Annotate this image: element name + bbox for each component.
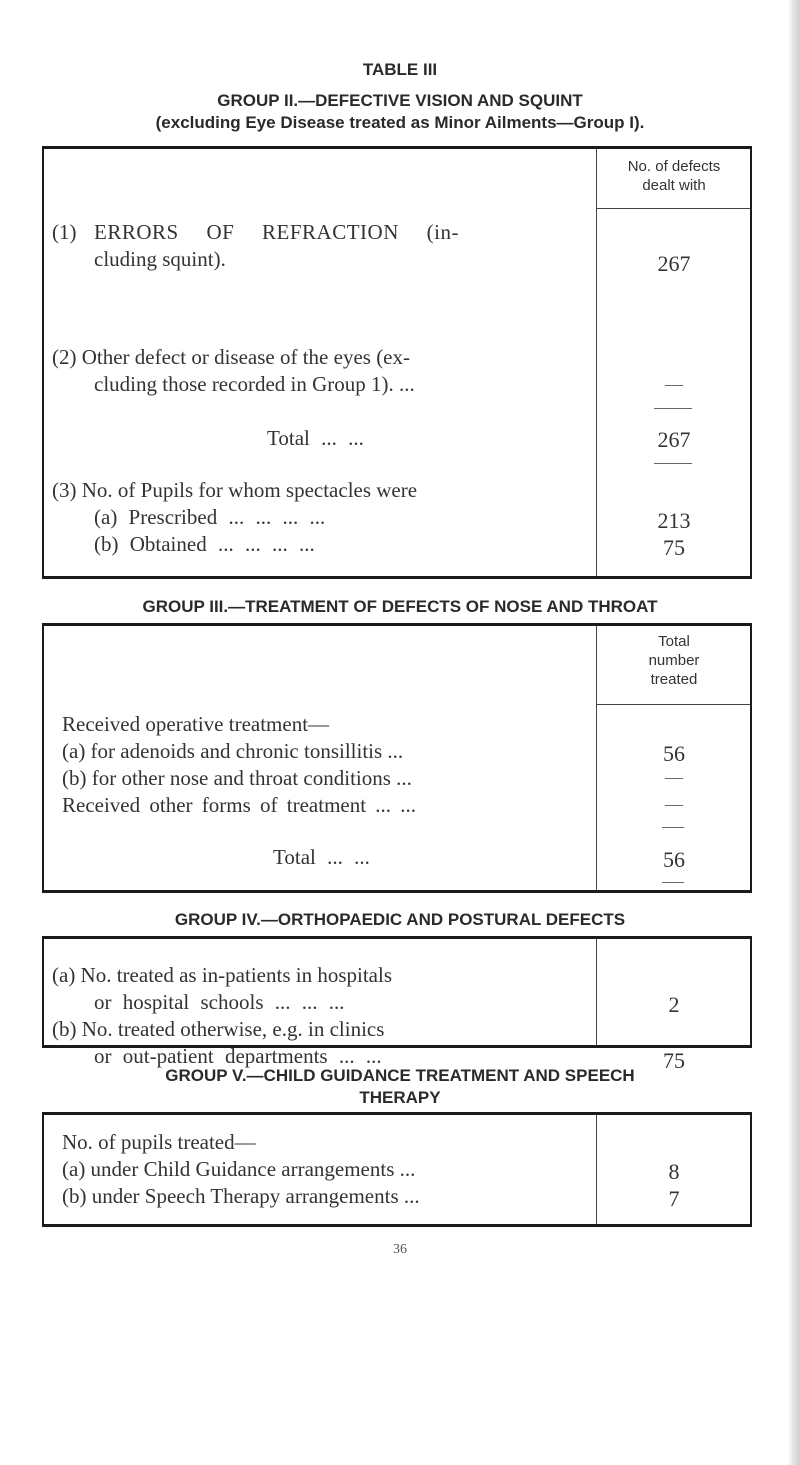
group4-column-divider bbox=[596, 939, 597, 1045]
group3-column-divider bbox=[596, 626, 597, 890]
group2-total-rule bbox=[654, 463, 692, 464]
group2-row1-label: ERRORS OF REFRACTION (in- bbox=[94, 220, 459, 244]
group3-subtotal-rule bbox=[662, 827, 684, 828]
group5-rowb-value: 7 bbox=[668, 1186, 680, 1211]
group4-rowa-value: 2 bbox=[668, 992, 680, 1017]
group4-rowb-label-cont: or out-patient departments ... ... bbox=[94, 1044, 382, 1068]
group2-subtotal-rule bbox=[654, 408, 692, 409]
group4-title: GROUP IV.—ORTHOPAEDIC AND POSTURAL DEFECTS bbox=[174, 910, 626, 929]
group2-row1-value: 267 bbox=[657, 251, 691, 276]
group5-rowa-value: 8 bbox=[668, 1159, 680, 1184]
group3-row4-value: — bbox=[665, 794, 683, 814]
group5-column-divider bbox=[596, 1115, 597, 1224]
group2-row3b-label: (b) Obtained ... ... ... ... bbox=[94, 532, 315, 556]
group4-rowa-label-cont: or hospital schools ... ... ... bbox=[94, 990, 345, 1014]
group2-row2-label: (2) Other defect or disease of the eyes (ex- bbox=[52, 345, 410, 369]
group2-row3a-value: 213 bbox=[657, 508, 691, 533]
group5-title-cont: THERAPY bbox=[359, 1088, 441, 1107]
group3-row3-label: (b) for other nose and throat conditions ... bbox=[62, 766, 412, 790]
group3-row1-label: Received operative treatment— bbox=[62, 712, 330, 736]
group5-rowb-label: (b) under Speech Therapy arrangements ... bbox=[62, 1184, 420, 1208]
group2-row1-label-cont: cluding squint). bbox=[94, 247, 226, 271]
group3-row2-value: 56 bbox=[663, 741, 685, 766]
group3-header-rule bbox=[596, 704, 750, 705]
group3-total-rule bbox=[662, 882, 684, 883]
group2-col-header: No. of defects dealt with bbox=[627, 158, 721, 194]
group2-row1-number: (1) bbox=[52, 220, 77, 244]
group2-subtitle: (excluding Eye Disease treated as Minor Ailments—Group I). bbox=[155, 113, 645, 132]
group4-rowb-label: (b) No. treated otherwise, e.g. in clinics bbox=[52, 1017, 385, 1041]
group5-rowa-label: (a) under Child Guidance arrangements ... bbox=[62, 1157, 416, 1181]
group3-row3-value: — bbox=[665, 767, 683, 787]
group2-title: GROUP II.—DEFECTIVE VISION AND SQUINT bbox=[217, 91, 583, 110]
group5-title: GROUP V.—CHILD GUIDANCE TREATMENT AND SPEECH bbox=[165, 1066, 635, 1085]
group2-row3-label: (3) No. of Pupils for whom spectacles were bbox=[52, 478, 418, 502]
group2-column-divider bbox=[596, 149, 597, 576]
group2-row2-value: — bbox=[665, 374, 683, 394]
group3-title: GROUP III.—TREATMENT OF DEFECTS OF NOSE AND THROAT bbox=[142, 597, 658, 616]
group2-total-value: 267 bbox=[657, 427, 691, 452]
group4-rowa-label: (a) No. treated as in-patients in hospitals bbox=[52, 963, 392, 987]
group3-total-label: Total ... ... bbox=[273, 845, 370, 869]
group2-header-rule bbox=[596, 208, 750, 209]
group3-col-header: Total number treated bbox=[648, 633, 700, 688]
group3-total-value: 56 bbox=[663, 847, 685, 872]
group4-rowb-value: 75 bbox=[663, 1048, 685, 1073]
table-title: TABLE III bbox=[362, 60, 438, 79]
page-number: 36 bbox=[393, 1242, 407, 1257]
group2-row3a-label: (a) Prescribed ... ... ... ... bbox=[94, 505, 326, 529]
group2-row3b-value: 75 bbox=[663, 535, 685, 560]
group5-row1-label: No. of pupils treated— bbox=[62, 1130, 256, 1154]
group3-row4-label: Received other forms of treatment ... ... bbox=[62, 793, 417, 817]
group2-row2-label-cont: cluding those recorded in Group 1). ... bbox=[94, 372, 415, 396]
group3-row2-label: (a) for adenoids and chronic tonsillitis ... bbox=[62, 739, 404, 763]
group2-total-label: Total ... ... bbox=[267, 426, 364, 450]
